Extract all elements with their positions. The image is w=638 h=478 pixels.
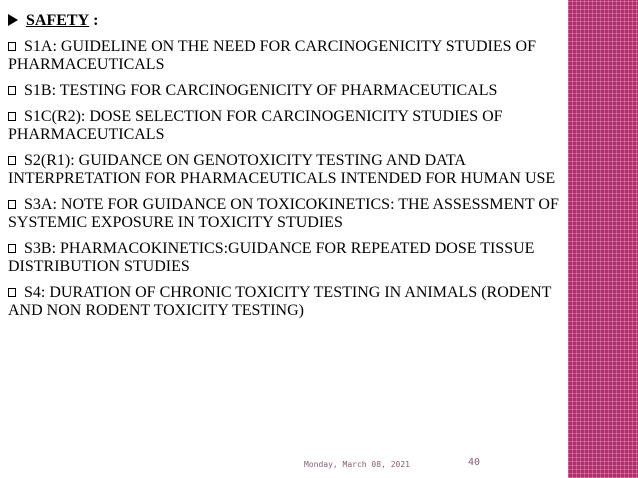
list-item [8,38,560,74]
square-bullet-icon [8,112,16,121]
arrow-bullet-icon [8,14,18,26]
square-bullet-icon [8,42,16,51]
square-bullet-icon [8,244,16,253]
list-item-text: S4: DURATION OF CHRONIC TOXICITY TESTING IN ANIMALS (RODENT AND NON RODENT TOXICITY TESTING) [8,284,552,319]
list-item-text: S1C(R2): DOSE SELECTION FOR CARCINOGENICITY STUDIES OF PHARMACEUTICALS [8,108,503,143]
list-item [8,108,560,144]
list-item-text: S3B: PHARMACOKINETICS:GUIDANCE FOR REPEATED DOSE TISSUE DISTRIBUTION STUDIES [8,240,535,275]
list-item [8,284,560,320]
square-bullet-icon [8,200,16,209]
heading-colon: : [93,12,99,29]
section-heading [8,12,560,30]
list-item-text: S1B: TESTING FOR CARCINOGENICITY OF PHARMACEUTICALS [24,82,498,99]
square-bullet-icon [8,86,16,95]
list-item [8,152,560,188]
page-number: 40 [468,457,481,468]
slide-content [8,12,560,328]
list-item-text: S1A: GUIDELINE ON THE NEED FOR CARCINOGENICITY STUDIES OF PHARMACEUTICALS [8,38,536,73]
list-item [8,82,560,100]
footer-date: Monday, March 08, 2021 [304,460,410,469]
list-item [8,196,560,232]
square-bullet-icon [8,288,16,297]
decorative-side-panel [568,0,638,478]
list-item [8,240,560,276]
heading-label: SAFETY [26,12,90,29]
list-item-text: S3A: NOTE FOR GUIDANCE ON TOXICOKINETICS: THE ASSESSMENT OF SYSTEMIC EXPOSURE IN TOXICITY STUDIES [8,196,559,231]
square-bullet-icon [8,156,16,165]
list-item-text: S2(R1): GUIDANCE ON GENOTOXICITY TESTING AND DATA INTERPRETATION FOR PHARMACEUTICALS INTENDED FOR HUMAN USE [8,152,556,187]
